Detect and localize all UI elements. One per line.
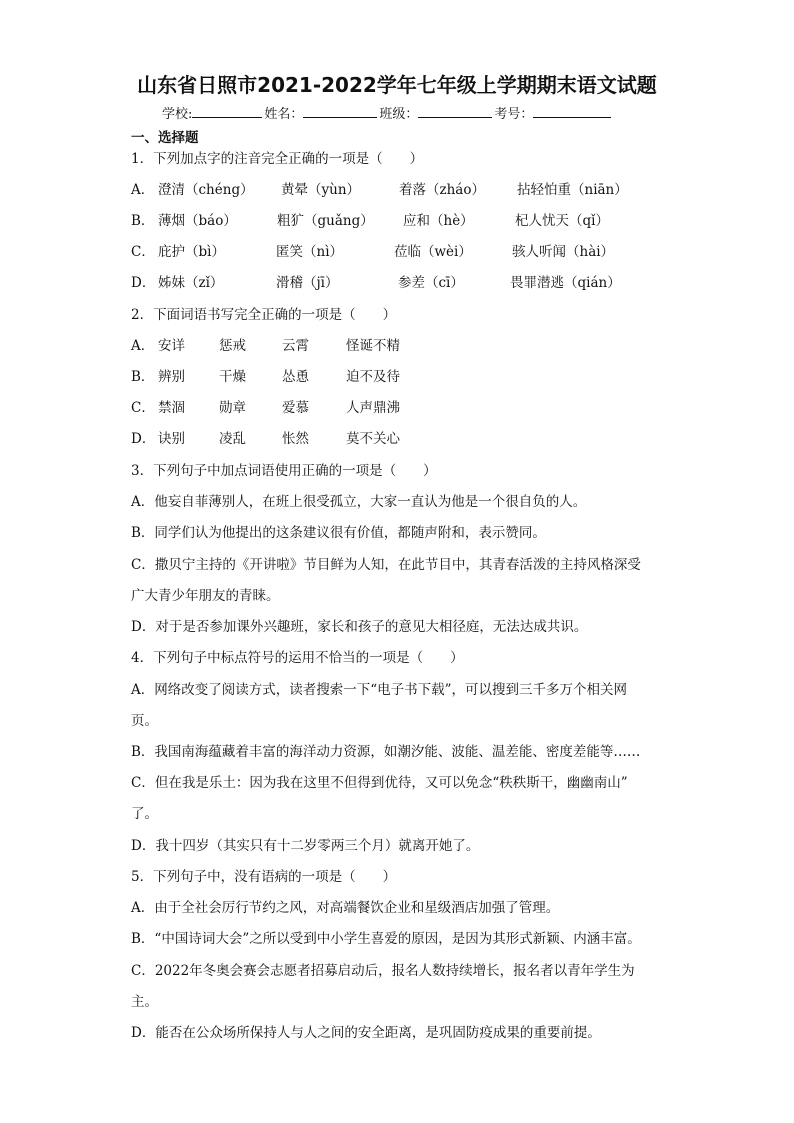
option-item: 诀别 bbox=[158, 431, 185, 447]
name-label: 姓名： bbox=[264, 107, 304, 122]
option-item: 澄清（chéng） bbox=[158, 182, 254, 198]
q3-option-b: B．同学们认为他提出的这条建议很有价值，都随声附和，表示赞同。 bbox=[131, 525, 546, 541]
q3-option-a: A．他妄自菲薄别人，在班上很受孤立，大家一直认为他是一个很自负的人。 bbox=[131, 494, 587, 510]
option-label: C． bbox=[131, 244, 155, 260]
option-item: 惩戒 bbox=[219, 338, 246, 354]
question-3-stem: 3．下列句子中加点词语使用正确的一项是（ ） bbox=[131, 463, 437, 479]
q3-option-c: C．撒贝宁主持的《开讲啦》节目鲜为人知，在此节目中，其青春活泼的主持风格深受 bbox=[131, 557, 641, 573]
option-item: 畏罪潜逃（qián） bbox=[510, 275, 621, 291]
q5-option-d: D．能否在公众场所保持人与人之间的安全距离，是巩固防疫成果的重要前提。 bbox=[131, 1025, 601, 1041]
option-item: 薄烟（báo） bbox=[158, 213, 237, 229]
option-label: B． bbox=[131, 369, 155, 385]
class-label: 班级： bbox=[379, 107, 419, 122]
option-item: 杞人忧天（qǐ） bbox=[515, 213, 609, 229]
school-blank[interactable] bbox=[192, 104, 262, 118]
option-item: 人声鼎沸 bbox=[346, 400, 400, 416]
option-item: 云霄 bbox=[282, 338, 309, 354]
exam-no-blank[interactable] bbox=[533, 104, 611, 118]
question-2-stem: 2．下面词语书写完全正确的一项是（ ） bbox=[131, 307, 397, 323]
option-item: 莫不关心 bbox=[346, 431, 400, 447]
q4-option-c: C．但在我是乐土：因为我在这里不但得到优待，又可以免念“秩秩斯干，幽幽南山” bbox=[131, 775, 628, 791]
exam-title: 山东省日照市2021-2022学年七年级上学期期末语文试题 bbox=[137, 73, 657, 97]
q3-option-d: D．对于是否参加课外兴趣班，家长和孩子的意见大相径庭，无法达成共识。 bbox=[131, 619, 588, 635]
option-item: 迫不及待 bbox=[346, 369, 400, 385]
section-heading: 一、选择题 bbox=[131, 130, 199, 146]
q5-option-b: B．“中国诗词大会”之所以受到中小学生喜爱的原因，是因为其形式新颖、内涵丰富。 bbox=[131, 931, 641, 947]
student-info-line bbox=[162, 103, 613, 122]
question-1-stem: 1．下列加点字的注音完全正确的一项是（ ） bbox=[131, 151, 424, 167]
q4-option-c-cont: 了。 bbox=[131, 806, 158, 822]
option-item: 禁涸 bbox=[158, 400, 185, 416]
question-5-stem: 5．下列句子中，没有语病的一项是（ ） bbox=[131, 869, 397, 885]
option-item: 勋章 bbox=[219, 400, 246, 416]
option-item: 骇人听闻（hài） bbox=[512, 244, 615, 260]
option-item: 怂恿 bbox=[282, 369, 309, 385]
option-item: 黄晕（yùn） bbox=[281, 182, 361, 198]
name-blank[interactable] bbox=[303, 104, 377, 118]
option-item: 怪诞不精 bbox=[346, 338, 400, 354]
q5-option-a: A．由于全社会厉行节约之风，对高端餐饮企业和星级酒店加强了管理。 bbox=[131, 900, 560, 916]
option-label: A． bbox=[131, 338, 155, 354]
option-item: 姊妹（zǐ） bbox=[158, 275, 224, 291]
q4-option-a-cont: 页。 bbox=[131, 713, 158, 729]
option-item: 怅然 bbox=[282, 431, 309, 447]
option-item: 安详 bbox=[158, 338, 185, 354]
option-item: 应和（hè） bbox=[403, 213, 474, 229]
question-4-stem: 4．下列句子中标点符号的运用不恰当的一项是（ ） bbox=[131, 650, 464, 666]
class-blank[interactable] bbox=[418, 104, 492, 118]
q3-option-c-cont: 广大青少年朋友的青睐。 bbox=[131, 588, 280, 604]
option-item: 粗犷（guǎng） bbox=[277, 213, 374, 229]
option-item: 着落（zháo） bbox=[399, 182, 485, 198]
option-label: B． bbox=[131, 213, 155, 229]
q4-option-a: A．网络改变了阅读方式，读者搜索一下“电子书下载”，可以搜到三千多万个相关网 bbox=[131, 682, 628, 698]
option-item: 莅临（wèi） bbox=[394, 244, 472, 260]
option-label: D． bbox=[131, 431, 156, 447]
option-item: 参差（cī） bbox=[398, 275, 464, 291]
option-item: 辨别 bbox=[158, 369, 185, 385]
q5-option-c: C．2022年冬奥会赛会志愿者招募启动后，报名人数持续增长，报名者以青年学生为 bbox=[131, 963, 635, 979]
option-item: 凌乱 bbox=[219, 431, 246, 447]
exam-no-label: 考号： bbox=[494, 107, 534, 122]
option-item: 匿笑（nì） bbox=[276, 244, 344, 260]
option-item: 干燥 bbox=[219, 369, 246, 385]
option-label: D． bbox=[131, 275, 156, 291]
option-item: 滑稽（jī） bbox=[276, 275, 339, 291]
option-item: 爱慕 bbox=[282, 400, 309, 416]
option-item: 庇护（bì） bbox=[158, 244, 225, 260]
q4-option-d: D．我十四岁（其实只有十二岁零两三个月）就离开她了。 bbox=[131, 838, 480, 854]
q5-option-c-cont: 主。 bbox=[131, 994, 158, 1010]
option-item: 拈轻怕重（niān） bbox=[517, 182, 628, 198]
option-label: C． bbox=[131, 400, 155, 416]
school-label: 学校: bbox=[162, 107, 193, 122]
q4-option-b: B．我国南海蕴藏着丰富的海洋动力资源，如潮汐能、波能、温差能、密度差能等…… bbox=[131, 744, 641, 760]
option-label: A． bbox=[131, 182, 155, 198]
